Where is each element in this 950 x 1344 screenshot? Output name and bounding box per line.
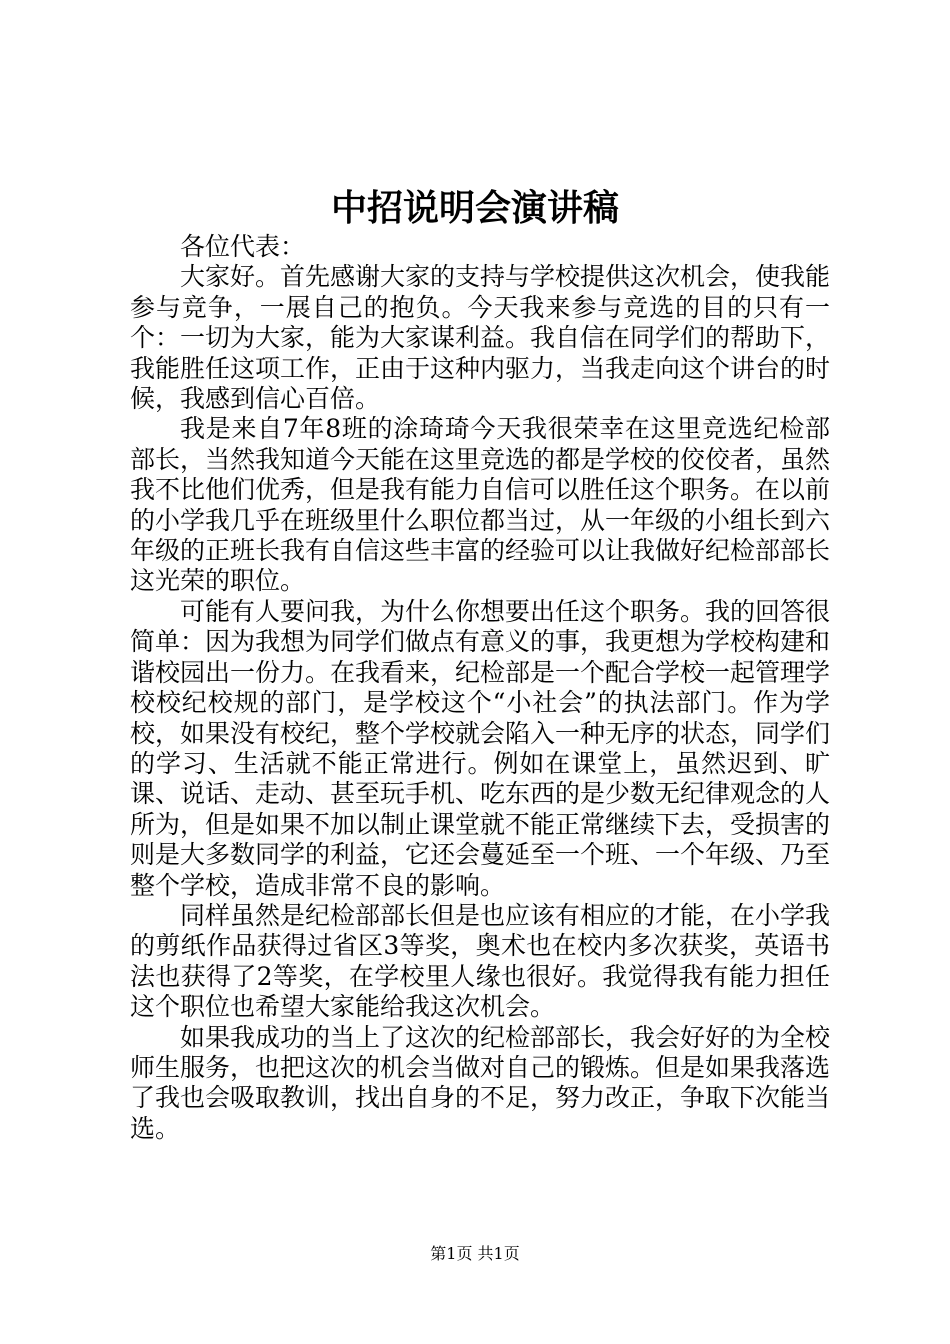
salutation: 各位代表： <box>180 232 306 261</box>
document-title: 中招说明会演讲稿 <box>330 187 619 229</box>
paragraph-1: 大家好。首先感谢大家的支持与学校提供这次机会，使我能参与竞争，一展自己的抱负。今天我来参与竞选的目的只有一个：一切为大家，能为大家谋利益。我自信在同学们的帮助下，我能胜任这项工作，正由于这种内驱力，当我走向这个讲台的时候，我感到信心百倍。 <box>130 262 831 414</box>
paragraph-4: 同样虽然是纪检部部长但是也应该有相应的才能，在小学我的剪纸作品获得过省区3等奖，奥术也在校内多次获奖，英语书法也获得了2等奖，在学校里人缘也很好。我觉得我有能力担任这个职位也希望大家能给我这次机会。 <box>130 900 831 1022</box>
paragraph-2: 我是来自7年8班的涂琦琦今天我很荣幸在这里竞选纪检部部长，当然我知道今天能在这里竞选的都是学校的佼佼者，虽然我不比他们优秀，但是我有能力自信可以胜任这个职务。在以前的小学我几乎在班级里什么职位都当过，从一年级的小组长到六年级的正班长我有自信这些丰富的经验可以让我做好纪检部部长这光荣的职位。 <box>130 414 831 596</box>
page-footer: 第1页 共1页 <box>430 1244 520 1263</box>
paragraph-5: 如果我成功的当上了这次的纪检部部长，我会好好的为全校师生服务，也把这次的机会当做对自己的锻炼。但是如果我落选了我也会吸取教训，找出自身的不足，努力改正，争取下次能当选。 <box>130 1022 831 1143</box>
document-body <box>130 232 830 1144</box>
paragraph-3: 可能有人要问我，为什么你想要出任这个职务。我的回答很简单：因为我想为同学们做点有意义的事，我更想为学校构建和谐校园出一份力。在我看来，纪检部是一个配合学校一起管理学校校纪校规的部门，是学校这个“小社会”的执法部门。作为学校，如果没有校纪，整个学校就会陷入一种无序的状态，同学们的学习、生活就不能正常进行。例如在课堂上，虽然迟到、旷课、说话、走动、甚至玩手机、吃东西的是少数无纪律观念的人所为，但是如果不加以制止课堂就不能正常继续下去，受损害的则是大多数同学的利益，它还会蔓延至一个班、一个年级、乃至整个学校，造成非常不良的影响。 <box>130 596 831 900</box>
